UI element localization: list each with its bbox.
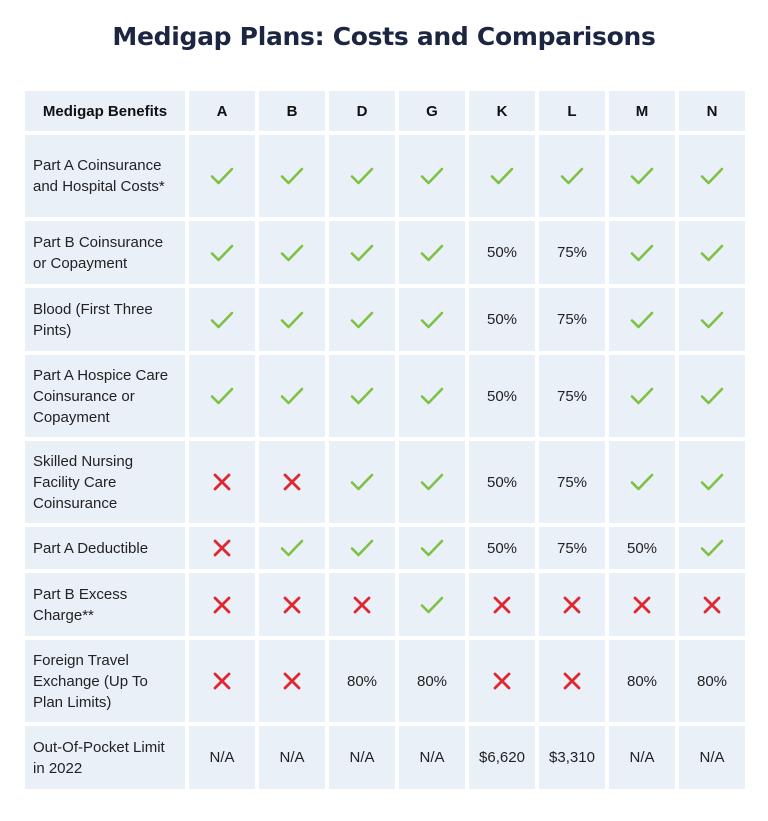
check-icon — [679, 355, 745, 437]
check-icon — [399, 441, 465, 523]
check-icon — [399, 288, 465, 351]
check-icon — [399, 355, 465, 437]
check-icon — [259, 135, 325, 217]
value-cell: N/A — [609, 726, 675, 789]
cross-icon — [259, 441, 325, 523]
check-icon — [329, 527, 395, 569]
check-icon — [189, 355, 255, 437]
benefit-label: Part A Coinsurance and Hospital Costs* — [25, 135, 185, 217]
check-icon — [189, 221, 255, 284]
header-plan-d: D — [329, 91, 395, 131]
cross-icon — [189, 640, 255, 722]
cross-icon — [329, 573, 395, 636]
header-plan-a: A — [189, 91, 255, 131]
check-icon — [259, 355, 325, 437]
benefit-label: Part B Coinsurance or Copayment — [25, 221, 185, 284]
check-icon — [609, 355, 675, 437]
cross-icon — [189, 573, 255, 636]
check-icon — [609, 441, 675, 523]
check-icon — [189, 288, 255, 351]
value-cell: 50% — [469, 527, 535, 569]
cross-icon — [259, 573, 325, 636]
check-icon — [399, 527, 465, 569]
value-cell: 75% — [539, 441, 605, 523]
check-icon — [679, 288, 745, 351]
table-row — [25, 135, 745, 217]
benefit-label: Skilled Nursing Facility Care Coinsurance — [25, 441, 185, 523]
check-icon — [679, 135, 745, 217]
value-cell: 50% — [469, 221, 535, 284]
check-icon — [399, 135, 465, 217]
header-medigap-benefits: Medigap Benefits — [25, 91, 185, 131]
benefit-label: Part B Excess Charge** — [25, 573, 185, 636]
cross-icon — [469, 573, 535, 636]
header-plan-m: M — [609, 91, 675, 131]
check-icon — [609, 135, 675, 217]
value-cell: N/A — [189, 726, 255, 789]
value-cell: 75% — [539, 355, 605, 437]
check-icon — [679, 221, 745, 284]
benefit-label: Part A Hospice Care Coinsurance or Copayment — [25, 355, 185, 437]
check-icon — [259, 288, 325, 351]
value-cell: N/A — [259, 726, 325, 789]
benefit-label: Out-Of-Pocket Limit in 2022 — [25, 726, 185, 789]
value-cell: 50% — [469, 441, 535, 523]
cross-icon — [189, 527, 255, 569]
check-icon — [399, 573, 465, 636]
cross-icon — [189, 441, 255, 523]
table-row — [25, 726, 745, 789]
page-title: Medigap Plans: Costs and Comparisons — [112, 22, 656, 51]
check-icon — [609, 221, 675, 284]
table-row — [25, 527, 745, 569]
cross-icon — [539, 573, 605, 636]
table-row — [25, 288, 745, 351]
value-cell: 80% — [329, 640, 395, 722]
check-icon — [329, 135, 395, 217]
cross-icon — [259, 640, 325, 722]
table-row — [25, 221, 745, 284]
value-cell: N/A — [329, 726, 395, 789]
value-cell: N/A — [679, 726, 745, 789]
table-row — [25, 573, 745, 636]
check-icon — [679, 441, 745, 523]
cross-icon — [679, 573, 745, 636]
check-icon — [539, 135, 605, 217]
header-plan-k: K — [469, 91, 535, 131]
check-icon — [329, 441, 395, 523]
check-icon — [329, 288, 395, 351]
value-cell: 75% — [539, 221, 605, 284]
header-plan-b: B — [259, 91, 325, 131]
check-icon — [679, 527, 745, 569]
table-header-row — [25, 91, 745, 131]
check-icon — [609, 288, 675, 351]
value-cell: 80% — [399, 640, 465, 722]
value-cell: 50% — [609, 527, 675, 569]
check-icon — [189, 135, 255, 217]
value-cell: 50% — [469, 288, 535, 351]
value-cell: 75% — [539, 527, 605, 569]
check-icon — [329, 355, 395, 437]
check-icon — [329, 221, 395, 284]
value-cell: 80% — [609, 640, 675, 722]
value-cell: 50% — [469, 355, 535, 437]
header-plan-l: L — [539, 91, 605, 131]
cross-icon — [539, 640, 605, 722]
value-cell: $6,620 — [469, 726, 535, 789]
medigap-comparison-table — [21, 87, 749, 793]
check-icon — [469, 135, 535, 217]
table-row — [25, 355, 745, 437]
cross-icon — [609, 573, 675, 636]
value-cell: 80% — [679, 640, 745, 722]
value-cell: $3,310 — [539, 726, 605, 789]
benefit-label: Foreign Travel Exchange (Up To Plan Limits) — [25, 640, 185, 722]
cross-icon — [469, 640, 535, 722]
value-cell: N/A — [399, 726, 465, 789]
header-plan-n: N — [679, 91, 745, 131]
check-icon — [399, 221, 465, 284]
check-icon — [259, 221, 325, 284]
table-row — [25, 640, 745, 722]
value-cell: 75% — [539, 288, 605, 351]
benefit-label: Blood (First Three Pints) — [25, 288, 185, 351]
check-icon — [259, 527, 325, 569]
benefit-label: Part A Deductible — [25, 527, 185, 569]
header-plan-g: G — [399, 91, 465, 131]
table-row — [25, 441, 745, 523]
